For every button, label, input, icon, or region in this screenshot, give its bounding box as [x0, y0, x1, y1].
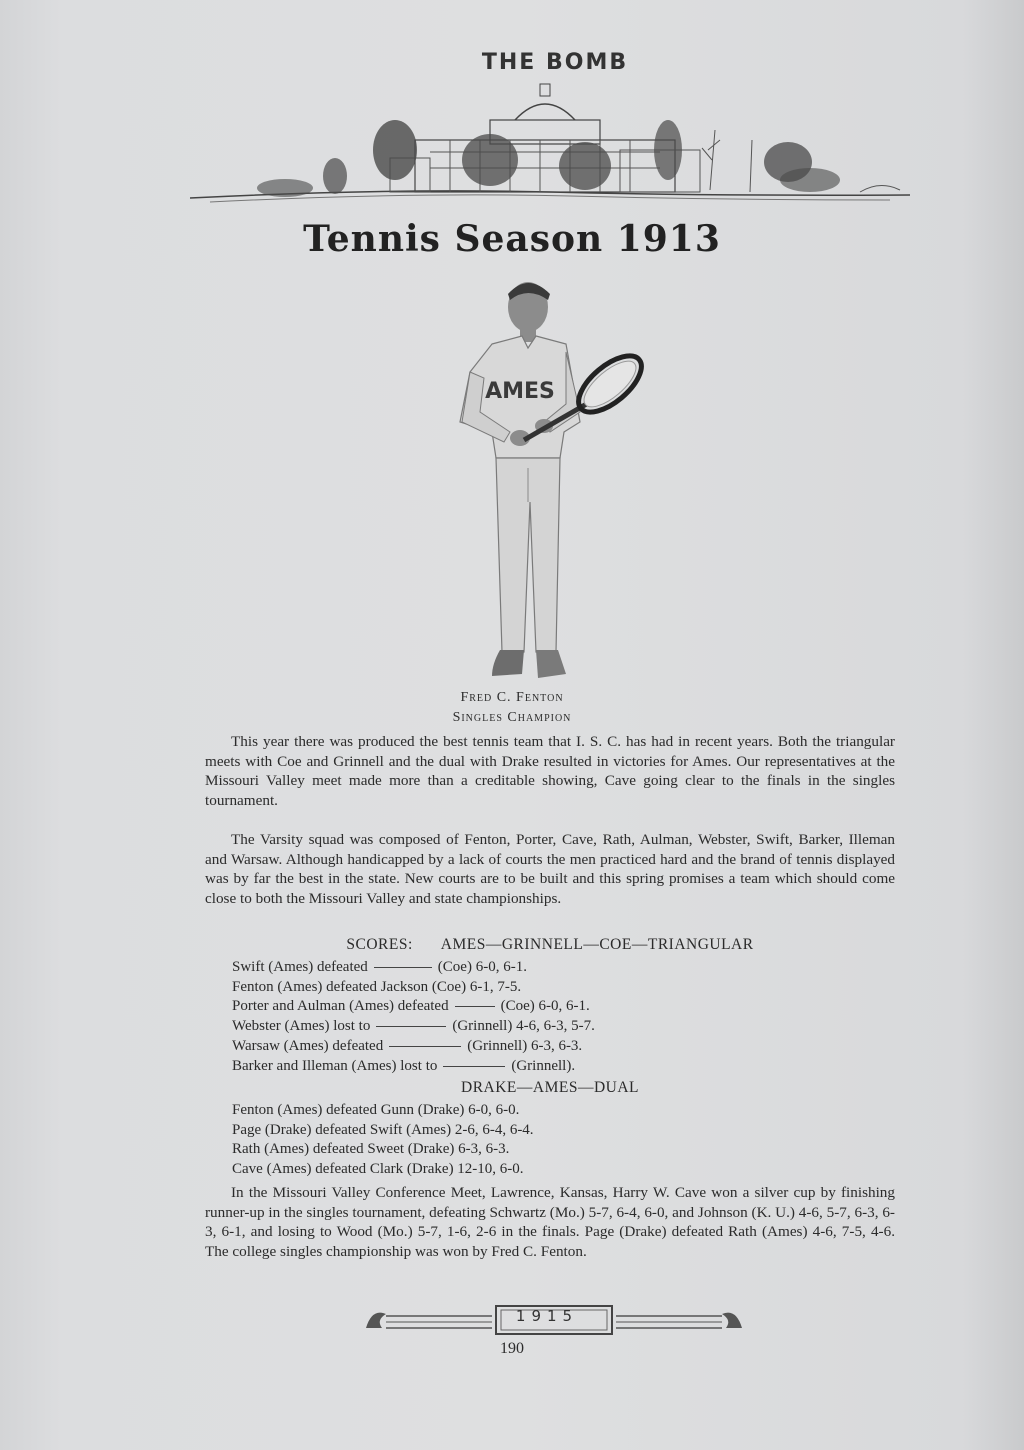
- jersey-lettering: AMES: [485, 379, 555, 404]
- dual-heading: DRAKE—AMES—DUAL: [461, 1079, 639, 1096]
- list-item: Webster (Ames) lost to (Grinnell) 4-6, 6-3, 5-7.: [232, 1018, 595, 1035]
- list-item: Barker and Illeman (Ames) lost to (Grinnell).: [232, 1057, 576, 1074]
- page-number: 190: [500, 1340, 524, 1357]
- list-item: Fenton (Ames) defeated Gunn (Drake) 6-0, 6-0.: [232, 1102, 520, 1118]
- player-photo: [440, 272, 650, 692]
- list-item: Rath (Ames) defeated Sweet (Drake) 6-3, 6-3.: [232, 1141, 510, 1158]
- scores-label: SCORES:: [346, 936, 413, 953]
- caption-title: Singles Champion: [452, 710, 572, 725]
- page-title: Tennis Season 1913: [303, 218, 721, 260]
- list-item: Cave (Ames) defeated Clark (Drake) 12-10, 6-0.: [232, 1161, 524, 1178]
- player-figure: [440, 272, 650, 692]
- header-ornament: [190, 50, 910, 210]
- list-item: Page (Drake) defeated Swift (Ames) 2-6, 6-4, 6-4.: [232, 1121, 534, 1138]
- valley-paragraph: In the Missouri Valley Conference Meet, Lawrence, Kansas, Harry W. Cave won a silver cup by finishing runner-up in the singles tournament, defeating Schwartz (Mo.) 5-7, 6-4, 6-0, and Johnson (K. U.) 4-6, 5-7, 6-3, 6-3, 6-1, and losing to Wood (Mo.) 5-7, 1-6, 2-6 in the finals. Page (Drake) defeated Rath (Ames) 4-6, 7-5, 4-6. The college singles championship was won by Fred C. Fenton.: [205, 1184, 895, 1260]
- caption-name: Fred C. Fenton: [460, 690, 564, 705]
- triangular-heading: [205, 936, 895, 954]
- list-item: Swift (Ames) defeated (Coe) 6-0, 6-1.: [232, 959, 527, 975]
- campus-illustration: [190, 80, 910, 210]
- list-item: Warsaw (Ames) defeated (Grinnell) 6-3, 6-3.: [232, 1037, 583, 1054]
- triangular-title: AMES—GRINNELL—COE—TRIANGULAR: [440, 936, 754, 953]
- intro-paragraph: This year there was produced the best tennis team that I. S. C. has had in recent years. Both the triangular meets with Coe and Grinnell and the dual with Drake resulted in victories for Ames. Our representatives at the Missouri Valley meet made more than a creditable showing, Cave going clear to the finals in the singles tournament.: [205, 733, 895, 809]
- list-item: Fenton (Ames) defeated Jackson (Coe) 6-1, 7-5.: [232, 978, 522, 995]
- list-item: Porter and Aulman (Ames) defeated (Coe) 6-0, 6-1.: [232, 998, 590, 1015]
- footer-year: 1915: [515, 1307, 579, 1325]
- publication-title: THE BOMB: [481, 50, 629, 75]
- triangular-results: [232, 958, 892, 1076]
- squad-paragraph: The Varsity squad was composed of Fenton, Porter, Cave, Rath, Aulman, Webster, Swift, Barker, Illeman and Warsaw. Although handicapped by a lack of courts the men practiced hard and the brand of tennis displayed was by far the best in the state. New courts are to be built and this spring promises a team which should come close to both the Missouri Valley and state championships.: [205, 831, 895, 907]
- dual-results: [232, 1101, 892, 1180]
